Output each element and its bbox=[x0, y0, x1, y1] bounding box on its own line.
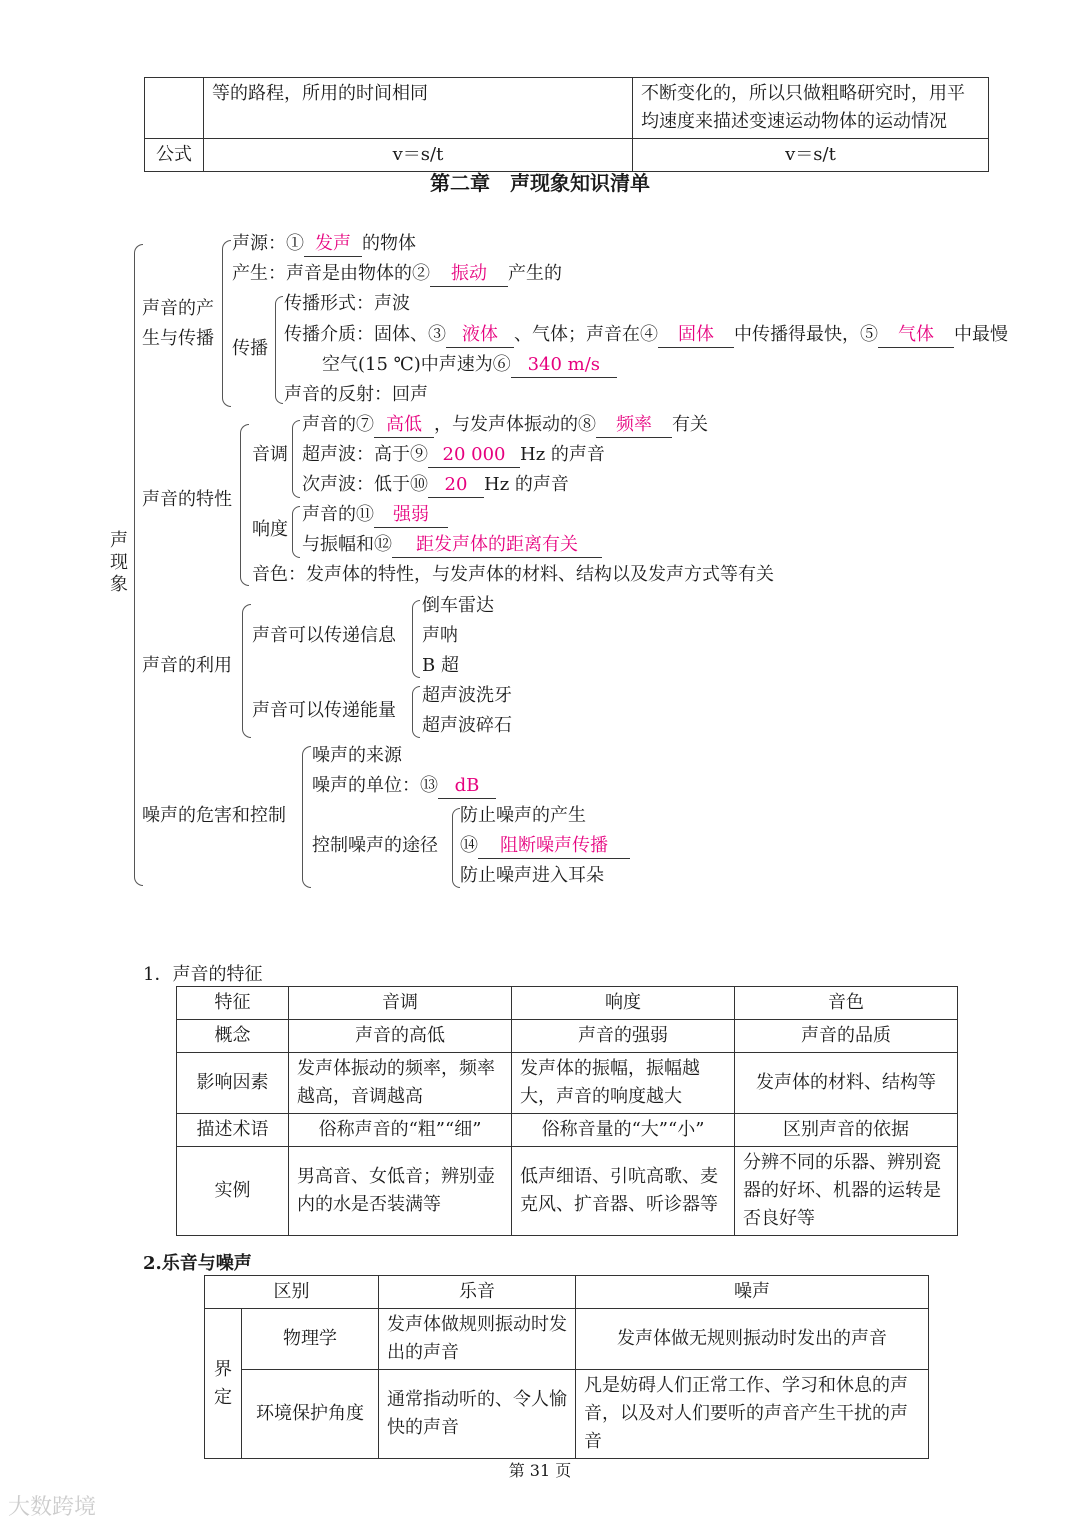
top-table-empty-cell bbox=[145, 78, 204, 139]
list-item: 超声波碎石 bbox=[422, 715, 512, 736]
sub-label: 声音可以传递信息 bbox=[252, 625, 396, 646]
table-cell: 声音的强弱 bbox=[512, 1020, 735, 1053]
answer-blank: 液体 bbox=[446, 323, 514, 348]
mindmap-line: 声源：① 发声 的物体 bbox=[232, 232, 416, 257]
table-row bbox=[177, 1053, 958, 1114]
table-cell: 发声体的材料、结构等 bbox=[735, 1053, 958, 1114]
table-cell: 分辨不同的乐器、辨别瓷器的好坏、机器的运转是否良好等 bbox=[735, 1147, 958, 1236]
table-cell: 发声体做无规则振动时发出的声音 bbox=[576, 1309, 929, 1370]
mindmap-line: 音色：发声体的特性，与发声体的材料、结构以及发声方式等有关 bbox=[252, 564, 774, 585]
answer-blank: dB bbox=[438, 774, 496, 799]
table-cell: 区别声音的依据 bbox=[735, 1114, 958, 1147]
brace bbox=[292, 506, 300, 558]
mindmap-line: 产生：声音是由物体的② 振动 产生的 bbox=[232, 262, 562, 287]
brace bbox=[412, 686, 420, 738]
brace bbox=[275, 296, 283, 404]
top-table-cell: 等的路程，所用的时间相同 bbox=[204, 78, 633, 139]
mindmap-line: 次声波：低于⑩ 20 Hz 的声音 bbox=[302, 473, 569, 498]
branch-label: 声音的利用 bbox=[142, 655, 232, 676]
table-cell: 男高音、女低音；辨别壶内的水是否装满等 bbox=[289, 1147, 512, 1236]
section-title: 2.乐音与噪声 bbox=[143, 1253, 252, 1274]
list-item: 倒车雷达 bbox=[422, 595, 494, 616]
answer-blank: 振动 bbox=[430, 262, 508, 287]
answer-blank: 频率 bbox=[596, 413, 672, 438]
music-noise-table bbox=[204, 1275, 929, 1459]
brace bbox=[240, 424, 249, 586]
chapter-title: 第二章 声现象知识清单 bbox=[430, 171, 650, 195]
table-cell: 发声体振动的频率，频率越高，音调越高 bbox=[289, 1053, 512, 1114]
top-table bbox=[144, 77, 989, 172]
table-row bbox=[177, 1147, 958, 1236]
mindmap-line: 传播介质：固体、③ 液体 、气体；声音在④ 固体 中传播得最快，⑤ 气体 中最慢 bbox=[284, 323, 1008, 348]
table-cell: 描述术语 bbox=[177, 1114, 289, 1147]
table-cell: 声音的高低 bbox=[289, 1020, 512, 1053]
mindmap-line: 声音的⑦ 高低 ，与发声体振动的⑧ 频率 有关 bbox=[302, 413, 708, 438]
table-cell: 物理学 bbox=[242, 1309, 379, 1370]
answer-blank: 固体 bbox=[658, 323, 734, 348]
answer-blank: 气体 bbox=[878, 323, 954, 348]
brace bbox=[452, 808, 460, 888]
table-header: 特征 bbox=[177, 987, 289, 1020]
table-row bbox=[205, 1309, 929, 1370]
table-header: 乐音 bbox=[379, 1276, 576, 1309]
table-cell: 低声细语、引吭高歌、麦克风、扩音器、听诊器等 bbox=[512, 1147, 735, 1236]
brace bbox=[242, 604, 251, 738]
mindmap-root: 声现象 bbox=[110, 530, 128, 595]
answer-blank: 20 bbox=[428, 473, 484, 498]
sub-label: 传播 bbox=[232, 338, 268, 359]
answer-blank: 高低 bbox=[374, 413, 434, 438]
brace bbox=[222, 240, 231, 407]
table-cell: 实例 bbox=[177, 1147, 289, 1236]
answer-blank: 340 m/s bbox=[511, 353, 617, 378]
sub-label: 响度 bbox=[252, 519, 288, 540]
table-header: 音色 bbox=[735, 987, 958, 1020]
table-header: 区别 bbox=[205, 1276, 379, 1309]
branch-label: 声音的特性 bbox=[142, 489, 232, 510]
sub-label: 控制噪声的途径 bbox=[312, 835, 438, 856]
top-table-cell: v＝s/t bbox=[633, 139, 989, 172]
mindmap-line: 噪声的单位：⑬ dB bbox=[312, 774, 496, 799]
brace bbox=[302, 746, 311, 888]
table-cell: 环境保护角度 bbox=[242, 1370, 379, 1459]
mindmap-line: 超声波：高于⑨ 20 000 Hz 的声音 bbox=[302, 443, 605, 468]
top-table-cell: v＝s/t bbox=[204, 139, 633, 172]
list-item: ⑭ 阻断噪声传播 bbox=[460, 834, 630, 859]
table-cell: 声音的品质 bbox=[735, 1020, 958, 1053]
table-header: 噪声 bbox=[576, 1276, 929, 1309]
table-header: 响度 bbox=[512, 987, 735, 1020]
list-item: 防止噪声进入耳朵 bbox=[460, 865, 604, 886]
table-cell: 俗称声音的“粗”“细” bbox=[289, 1114, 512, 1147]
group-label: 界定 bbox=[205, 1309, 242, 1459]
list-item: 防止噪声的产生 bbox=[460, 805, 586, 826]
mindmap-line: 空气(15 ℃)中声速为⑥ 340 m/s bbox=[322, 353, 617, 378]
table-cell: 通常指动听的、令人愉快的声音 bbox=[379, 1370, 576, 1459]
answer-blank: 阻断噪声传播 bbox=[478, 834, 630, 859]
table-row bbox=[177, 1114, 958, 1147]
mindmap-line: 噪声的来源 bbox=[312, 745, 402, 766]
brace bbox=[412, 600, 420, 678]
mindmap-line: 传播形式：声波 bbox=[284, 293, 410, 314]
table-row bbox=[177, 1020, 958, 1053]
branch-label: 声音的产生与传播 bbox=[142, 298, 214, 349]
sub-label: 音调 bbox=[252, 444, 288, 465]
sub-label: 声音可以传递能量 bbox=[252, 700, 396, 721]
list-item: 超声波洗牙 bbox=[422, 685, 512, 706]
sound-features-table bbox=[176, 986, 958, 1236]
top-table-cell: 公式 bbox=[145, 139, 204, 172]
answer-blank: 距发声体的距离有关 bbox=[392, 533, 602, 558]
answer-blank: 发声 bbox=[304, 232, 362, 257]
answer-blank: 强弱 bbox=[374, 503, 448, 528]
table-cell: 影响因素 bbox=[177, 1053, 289, 1114]
list-item: B 超 bbox=[422, 655, 459, 676]
mindmap-line: 声音的反射：回声 bbox=[284, 384, 428, 405]
table-cell: 凡是妨碍人们正常工作、学习和休息的声音，以及对人们要听的声音产生干扰的声音 bbox=[576, 1370, 929, 1459]
table-cell: 概念 bbox=[177, 1020, 289, 1053]
page-number: 第 31 页 bbox=[508, 1461, 572, 1480]
list-item: 声呐 bbox=[422, 625, 458, 646]
mindmap-line: 声音的⑪ 强弱 bbox=[302, 503, 448, 528]
table-cell: 发声体的振幅，振幅越大，声音的响度越大 bbox=[512, 1053, 735, 1114]
branch-label: 噪声的危害和控制 bbox=[142, 805, 286, 826]
top-table-cell: 不断变化的，所以只做粗略研究时，用平均速度来描述变速运动物体的运动情况 bbox=[633, 78, 989, 139]
section-title: 1．声音的特征 bbox=[143, 964, 263, 985]
mindmap-line: 与振幅和⑫ 距发声体的距离有关 bbox=[302, 533, 602, 558]
table-row bbox=[205, 1370, 929, 1459]
watermark: 大数跨境 bbox=[8, 1495, 97, 1520]
table-header: 音调 bbox=[289, 987, 512, 1020]
table-cell: 俗称音量的“大”“小” bbox=[512, 1114, 735, 1147]
brace bbox=[292, 420, 300, 498]
table-cell: 发声体做规则振动时发出的声音 bbox=[379, 1309, 576, 1370]
answer-blank: 20 000 bbox=[428, 443, 520, 468]
